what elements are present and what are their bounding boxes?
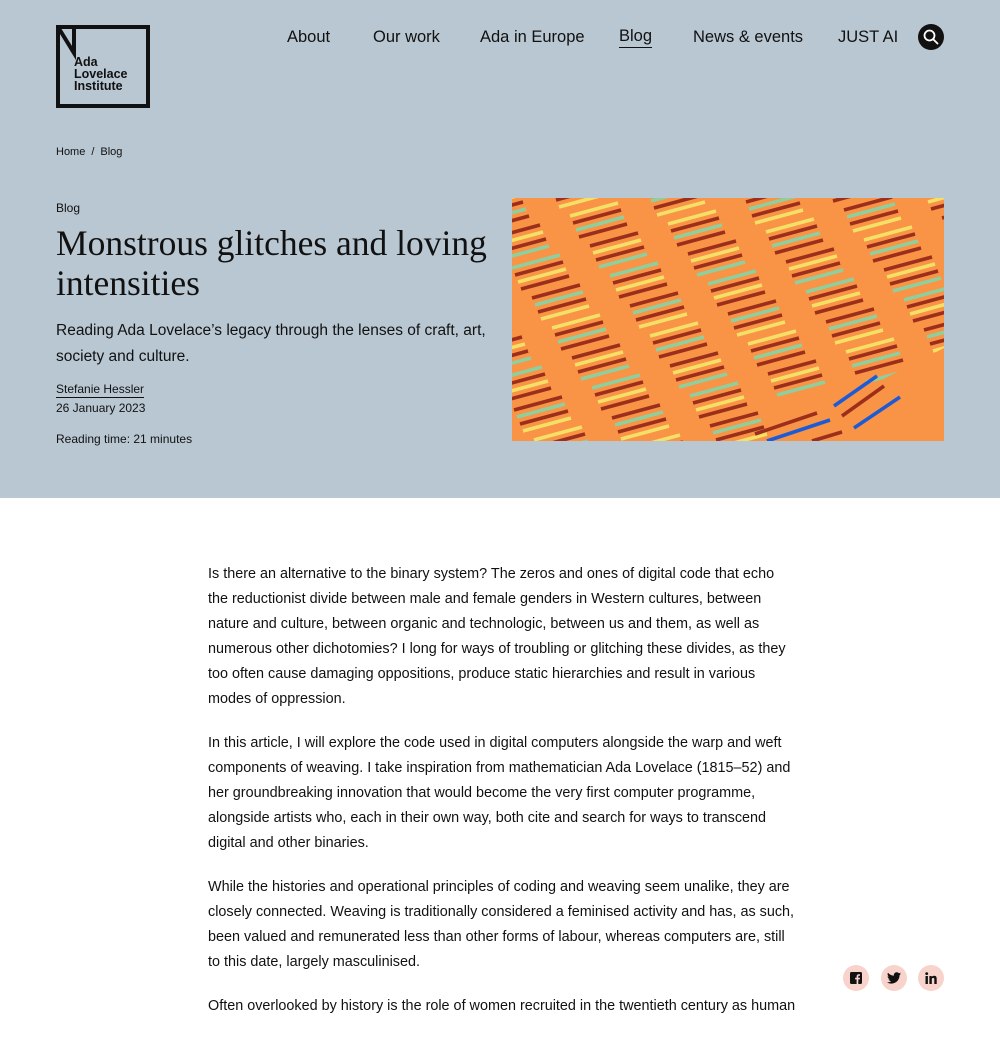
article-subtitle: Reading Ada Lovelace’s legacy through the lenses of craft, art, society and culture.	[56, 322, 486, 365]
facebook-icon	[850, 972, 862, 984]
linkedin-icon	[925, 972, 937, 984]
hero-section	[0, 0, 1000, 498]
nav-item-our-work[interactable]: Our work	[373, 28, 440, 46]
logo-line-2: Lovelace	[74, 67, 128, 81]
breadcrumb-blog[interactable]: Blog	[100, 146, 123, 158]
search-button[interactable]	[918, 24, 944, 50]
woven-stripes-artwork	[512, 198, 944, 441]
search-icon	[918, 24, 944, 50]
hero-image	[512, 198, 944, 441]
article-category: Blog	[56, 201, 81, 215]
article-paragraph-3: While the histories and operational principles of coding and weaving seem unalike, they are closely connected. Weaving is traditionally considered a feminised activity and has, as such, been valued and remunerated less than other forms of labour, whereas computers are, still to this date, largely masculinised.	[208, 879, 795, 970]
nav-item-about[interactable]: About	[287, 28, 331, 46]
share-twitter-button[interactable]	[881, 965, 907, 991]
author-link[interactable]: Stefanie Hessler	[56, 382, 145, 396]
breadcrumb-home[interactable]: Home	[56, 146, 86, 158]
breadcrumb	[56, 146, 122, 158]
page-title: Monstrous glitches and loving intensities	[56, 223, 487, 303]
logo-line-3: Institute	[74, 79, 123, 93]
share-facebook-button[interactable]	[843, 965, 869, 991]
article-body	[208, 562, 798, 1038]
nav-item-ada-in-europe[interactable]: Ada in Europe	[480, 28, 585, 46]
logo-wordmark	[74, 56, 150, 92]
article-paragraph-2: In this article, I will explore the code used in digital computers alongside the warp and weft components of weaving. I take inspiration from mathematician Ada Lovelace (1815–52) and her groundbreaking innovation that would become the very first computer programme, alongside artists who, each in their own way, both cite and search for ways to transcend digital and other binaries.	[208, 735, 791, 851]
article-paragraph-1: Is there an alternative to the binary system? The zeros and ones of digital code that echo the reductionist divide between male and female genders in Western cultures, between nature and culture, between organic and technologic, between us and them, as well as numerous other dichotomies? I long for ways of troubling or glitching these divides, as they too often cause damaging oppositions, produce static hierarchies and result in various modes of oppression.	[208, 566, 786, 707]
reading-time: Reading time: 21 minutes	[56, 432, 193, 446]
nav-item-blog[interactable]: Blog	[619, 26, 652, 48]
twitter-icon	[887, 972, 901, 984]
breadcrumb-separator: /	[91, 146, 95, 158]
site-logo[interactable]	[56, 25, 150, 108]
nav-item-just-ai[interactable]: JUST AI	[838, 28, 899, 46]
nav-item-news-events[interactable]: News & events	[693, 28, 804, 46]
share-linkedin-button[interactable]	[918, 965, 944, 991]
article-paragraph-4: Often overlooked by history is the role of women recruited in the twentieth century as human	[208, 998, 796, 1014]
publish-date: 26 January 2023	[56, 401, 146, 415]
logo-line-1: Ada	[74, 55, 98, 69]
